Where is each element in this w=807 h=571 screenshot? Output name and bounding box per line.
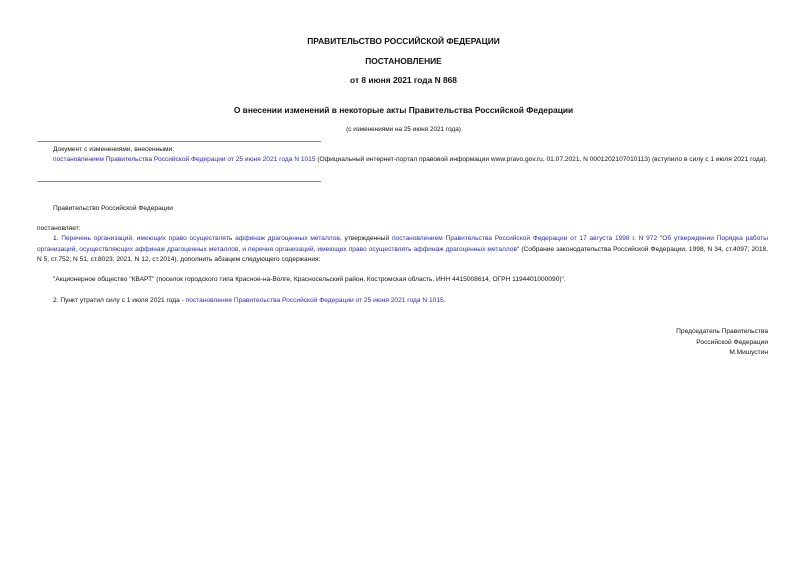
item-1-number: 1. xyxy=(53,235,62,242)
changes-bottom-rule xyxy=(37,181,321,182)
procedure-link[interactable]: Об утверждении Порядка работы организаций, осуществляющих аффинаж драгоценных металлов, и перечня организаций, имеющих право осуществлять аффинаж драгоценных металлов xyxy=(37,235,768,253)
item-1-paragraph xyxy=(37,234,768,266)
document-date-number: от 8 июня 2021 года N 868 xyxy=(350,75,457,85)
changes-rest: (Официальный интернет-портал правовой информации www.pravo.gov.ru, 01.07.2021, N 0001202107010113) (вступило в силу с 1 июля 2021 года). xyxy=(315,156,768,163)
signature-name: М.Мишустин xyxy=(729,349,768,356)
decree-1015-link[interactable]: постановление Правительства Российской Федерации от 25 июня 2021 года N 1015 xyxy=(185,297,444,304)
signature-title-line-1: Председатель Правительства xyxy=(676,328,768,335)
changes-paragraph xyxy=(37,155,768,166)
amended-note: (с изменениями на 25 июня 2021 года) xyxy=(346,126,461,133)
item-2-end: . xyxy=(443,297,446,304)
added-paragraph-quote: "Акционерное общество "КВАРТ" (поселок городского типа Красное-на-Волге, Красносельский район, Костромская область, ИНН 4415008614, ОГРН 1194401000090)". xyxy=(53,276,566,283)
signature-title-line-2: Российской Федерации xyxy=(696,339,768,346)
changes-intro: Документ с изменениями, внесенными: xyxy=(53,146,175,153)
decree-972-link[interactable]: постановлением Правительства Российской Федерации от 17 августа 1998 г. N 972 xyxy=(391,235,658,242)
document-title: О внесении изменений в некоторые акты Правительства Российской Федерации xyxy=(233,105,574,115)
item-2-paragraph xyxy=(53,296,446,307)
amendment-link[interactable]: постановлением Правительства Российской Федерации от 25 июня 2021 года N 1015 xyxy=(53,156,316,163)
item-2-text: 2. Пункт утратил силу с 1 июля 2021 года - xyxy=(53,297,186,304)
item-1-text-3: " (Собрание законодательства Российской Федерации, 1998, N 34, ст.4097; 2018, N 5, ст.752; N 51, ст.8023; 2021, N 12, ст.2014), дополнить абзацем следующего содержания: xyxy=(37,245,768,264)
changes-top-rule xyxy=(37,141,321,142)
refiners-list-link[interactable]: Перечень организаций, имеющих право осуществлять аффинаж драгоценных металлов xyxy=(61,235,340,242)
decrees-text: постановляет: xyxy=(37,225,81,232)
item-1-text-2: " xyxy=(657,235,663,242)
item-1-text-1: , утвержденный xyxy=(339,235,392,242)
document-type: ПОСТАНОВЛЕНИЕ xyxy=(365,56,442,66)
issuer-text: Правительство Российской Федерации xyxy=(53,205,173,212)
government-heading: ПРАВИТЕЛЬСТВО РОССИЙСКОЙ ФЕДЕРАЦИИ xyxy=(307,36,500,46)
